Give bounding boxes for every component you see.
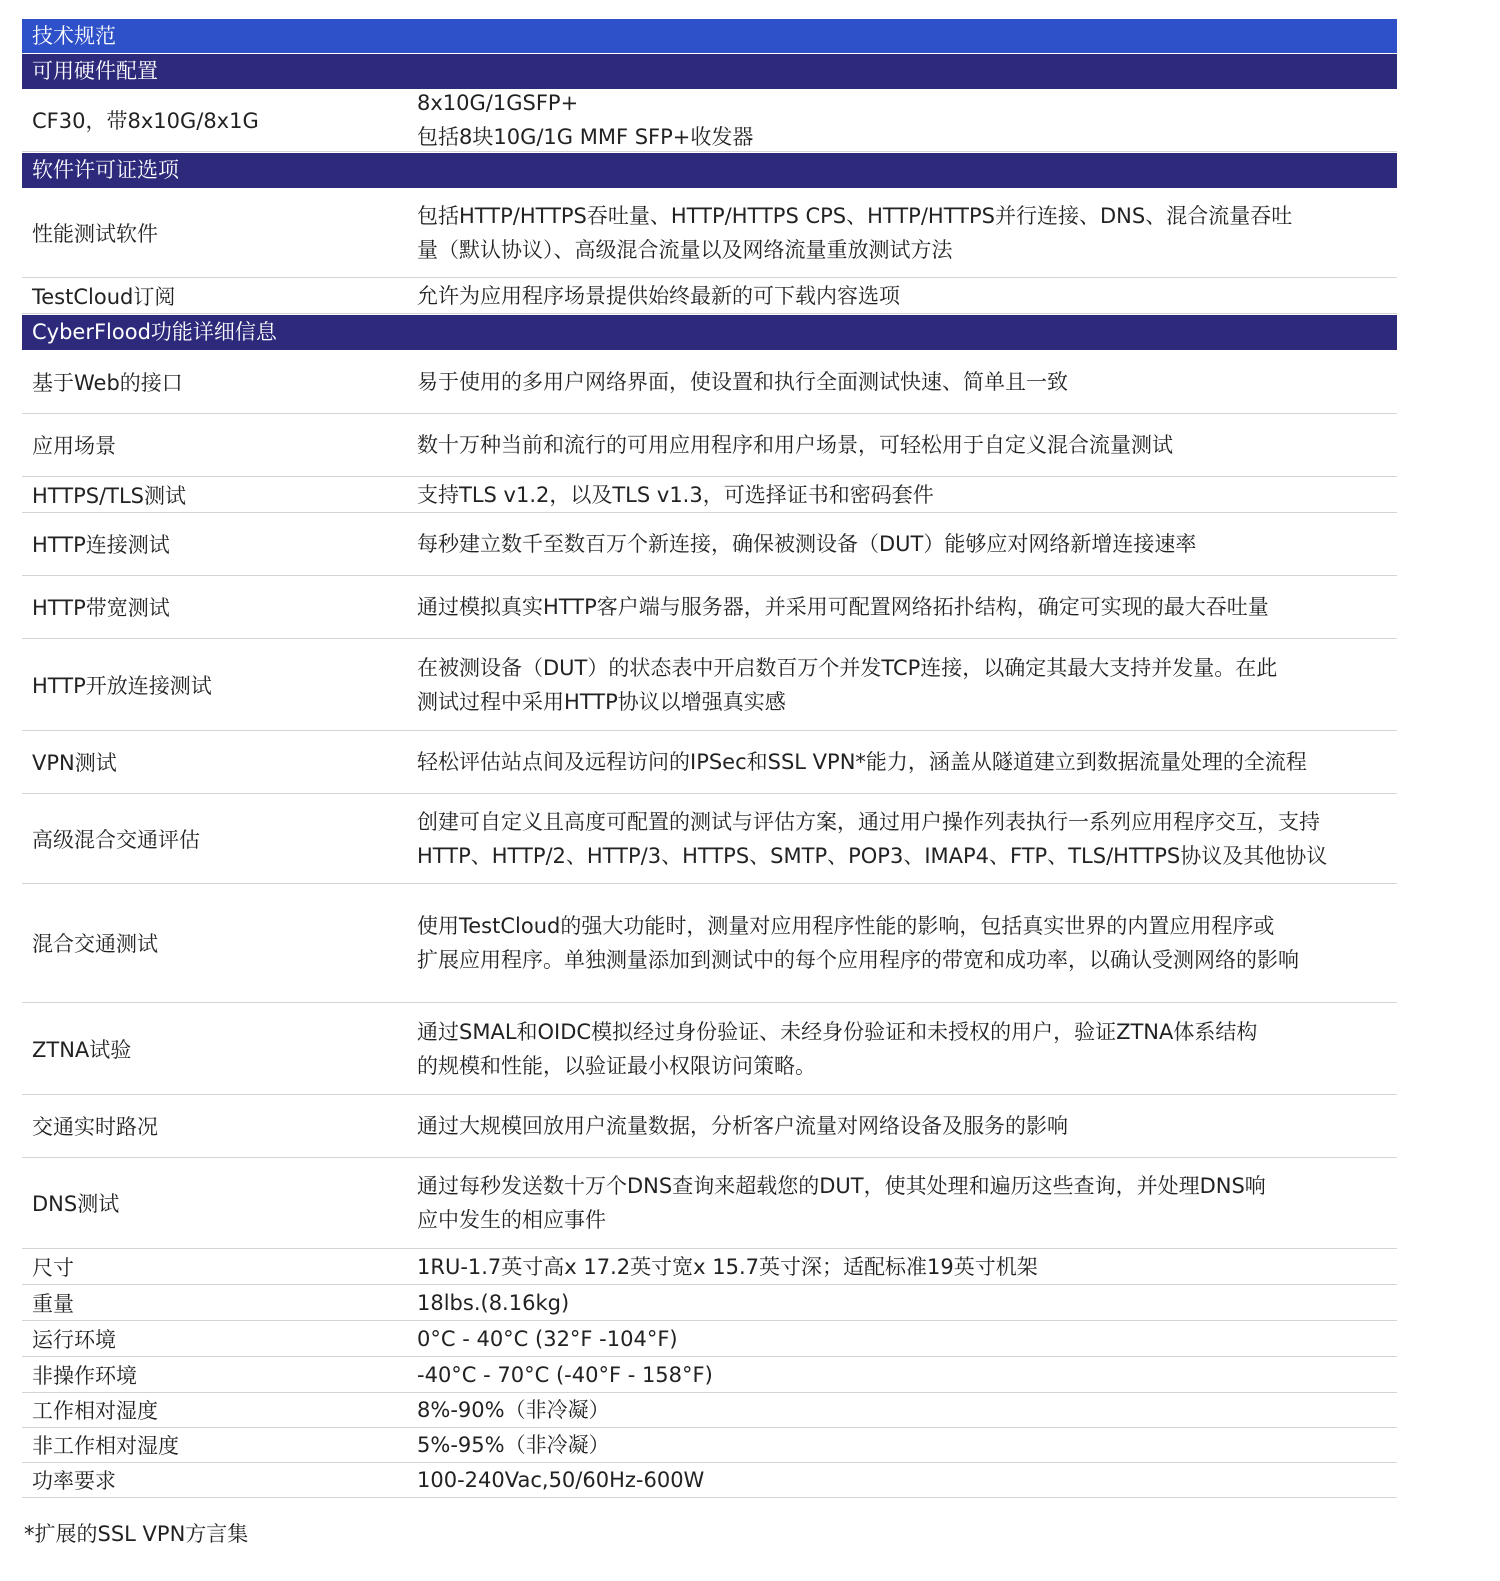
value-line: 通过大规模回放用户流量数据，分析客户流量对网络设备及服务的影响 (417, 1114, 1068, 1138)
row-label: HTTPS/TLS测试 (32, 483, 187, 508)
table-row (22, 1158, 1397, 1249)
row-value (407, 1250, 1397, 1284)
value-line: 包括8块10G/1G MMF SFP+收发器 (417, 125, 754, 149)
table-row (22, 1321, 1397, 1357)
row-value (407, 1015, 1397, 1083)
row-label: 功率要求 (32, 1469, 116, 1493)
value-line: 的规模和性能，以验证最小权限访问策略。 (417, 1053, 816, 1078)
value-line: 轻松评估站点间及远程访问的IPSec和SSL VPN*能力，涵盖从隧道建立到数据流量处理的全流程 (417, 750, 1307, 774)
row-label: CF30，带8x10G/8x1G (32, 109, 259, 133)
row-label: TestCloud订阅 (32, 284, 176, 309)
table-row (22, 1393, 1397, 1428)
value-line: 扩展应用程序。单独测量添加到测试中的每个应用程序的带宽和成功率，以确认受测网络的影响 (417, 948, 1299, 972)
table-row (22, 1003, 1397, 1095)
row-value (407, 199, 1397, 267)
table-row (22, 1357, 1397, 1393)
value-line: 包括HTTP/HTTPS吞吐量、HTTP/HTTPS CPS、HTTP/HTTPS并行连接、DNS、混合流量吞吐 (417, 203, 1293, 228)
row-value (407, 86, 1397, 154)
software-heading: 软件许可证选项 (22, 153, 1397, 188)
row-label: HTTP开放连接测试 (32, 673, 212, 698)
table-row (22, 188, 1397, 278)
table-row (22, 414, 1397, 477)
row-label: 应用场景 (32, 434, 116, 458)
spec-table (22, 19, 1397, 1498)
row-value (407, 279, 1397, 313)
value-line: 允许为应用程序场景提供始终最新的可下载内容选项 (417, 283, 900, 308)
row-value (407, 428, 1397, 462)
row-value (407, 478, 1397, 512)
table-row (22, 513, 1397, 576)
value-line: 100-240Vac,50/60Hz-600W (417, 1468, 705, 1492)
value-line: 通过SMAL和OIDC模拟经过身份验证、未经身份验证和未授权的用户，验证ZTNA体系结构 (417, 1019, 1258, 1044)
row-value (407, 527, 1397, 561)
table-row (22, 1285, 1397, 1321)
value-line: 8x10G/1GSFP+ (417, 91, 579, 115)
value-line: 应中发生的相应事件 (417, 1208, 606, 1232)
table-row (22, 1249, 1397, 1285)
table-row (22, 731, 1397, 794)
row-label: 交通实时路况 (32, 1115, 158, 1139)
table-row (22, 576, 1397, 639)
value-line: 1RU-1.7英寸高x 17.2英寸宽x 15.7英寸深；适配标准19英寸机架 (417, 1254, 1038, 1279)
value-line: 在被测设备（DUT）的状态表中开启数百万个并发TCP连接，以确定其最大支持并发量。在此 (417, 655, 1278, 680)
table-row (22, 278, 1397, 314)
table-row (22, 794, 1397, 884)
row-value (407, 1322, 1397, 1356)
value-line: 创建可自定义且高度可配置的测试与评估方案，通过用户操作列表执行一系列应用程序交互，支持 (417, 809, 1320, 834)
value-line: 每秒建立数千至数百万个新连接，确保被测设备（DUT）能够应对网络新增连接速率 (417, 532, 1197, 556)
value-line: -40°C - 70°C (-40°F - 158°F) (417, 1362, 713, 1387)
hardware-row (22, 89, 1397, 152)
table-row (22, 1463, 1397, 1498)
row-label: 非操作环境 (32, 1363, 137, 1388)
row-label: 高级混合交通评估 (32, 827, 200, 852)
value-line: 量（默认协议）、高级混合流量以及网络流量重放测试方法 (417, 237, 953, 262)
row-label: 基于Web的接口 (32, 370, 183, 395)
row-value (407, 1393, 1397, 1427)
row-value (407, 1286, 1397, 1320)
value-line: 0°C - 40°C (32°F -104°F) (417, 1326, 678, 1351)
feature-rows (22, 350, 1397, 1498)
row-label: 运行环境 (32, 1327, 116, 1352)
row-value (407, 651, 1397, 719)
row-label: 非工作相对湿度 (32, 1434, 179, 1458)
row-label: VPN测试 (32, 751, 117, 775)
value-line: HTTP、HTTP/2、HTTP/3、HTTPS、SMTP、POP3、IMAP4、FTP、TLS/HTTPS协议及其他协议 (417, 843, 1328, 868)
table-row (22, 639, 1397, 731)
features-heading: CyberFlood功能详细信息 (22, 315, 1397, 350)
software-rows (22, 188, 1397, 314)
spec-title: 技术规范 (22, 19, 1397, 53)
row-label: 重量 (32, 1291, 74, 1316)
table-row (22, 1428, 1397, 1463)
value-line: 测试过程中采用HTTP协议以增强真实感 (417, 689, 786, 714)
table-row (22, 884, 1397, 1003)
row-value (407, 745, 1397, 779)
value-line: 通过每秒发送数十万个DNS查询来超载您的DUT，使其处理和遍历这些查询，并处理DNS响 (417, 1174, 1266, 1198)
value-line: 18lbs.(8.16kg) (417, 1290, 570, 1315)
value-line: 5%-95%（非冷凝） (417, 1433, 610, 1457)
value-line: 使用TestCloud的强大功能时，测量对应用程序性能的影响，包括真实世界的内置应用程序或 (417, 914, 1275, 938)
value-line: 通过模拟真实HTTP客户端与服务器，并采用可配置网络拓扑结构，确定可实现的最大吞吐量 (417, 595, 1269, 619)
table-row (22, 477, 1397, 513)
row-label: 尺寸 (32, 1255, 74, 1280)
table-row (22, 1095, 1397, 1158)
row-value (407, 1358, 1397, 1392)
row-label: 性能测试软件 (32, 221, 158, 246)
value-line: 8%-90%（非冷凝） (417, 1398, 610, 1422)
row-value (407, 1463, 1397, 1497)
row-value (407, 590, 1397, 624)
row-value (407, 909, 1397, 977)
footnote: *扩展的SSL VPN方言集 (24, 1522, 249, 1546)
table-row (22, 350, 1397, 414)
row-label: DNS测试 (32, 1192, 120, 1216)
row-label: HTTP连接测试 (32, 533, 170, 557)
value-line: 支持TLS v1.2，以及TLS v1.3，可选择证书和密码套件 (417, 482, 934, 507)
row-label: 工作相对湿度 (32, 1399, 158, 1423)
row-label: 混合交通测试 (32, 932, 158, 956)
row-label: ZTNA试验 (32, 1037, 132, 1062)
hardware-heading: 可用硬件配置 (22, 54, 1397, 89)
row-value (407, 1109, 1397, 1143)
row-value (407, 1169, 1397, 1237)
row-value (407, 1428, 1397, 1462)
value-line: 易于使用的多用户网络界面，使设置和执行全面测试快速、简单且一致 (417, 369, 1068, 394)
value-line: 数十万种当前和流行的可用应用程序和用户场景，可轻松用于自定义混合流量测试 (417, 433, 1173, 457)
row-label: HTTP带宽测试 (32, 596, 170, 620)
row-value (407, 805, 1397, 873)
row-value (407, 365, 1397, 399)
